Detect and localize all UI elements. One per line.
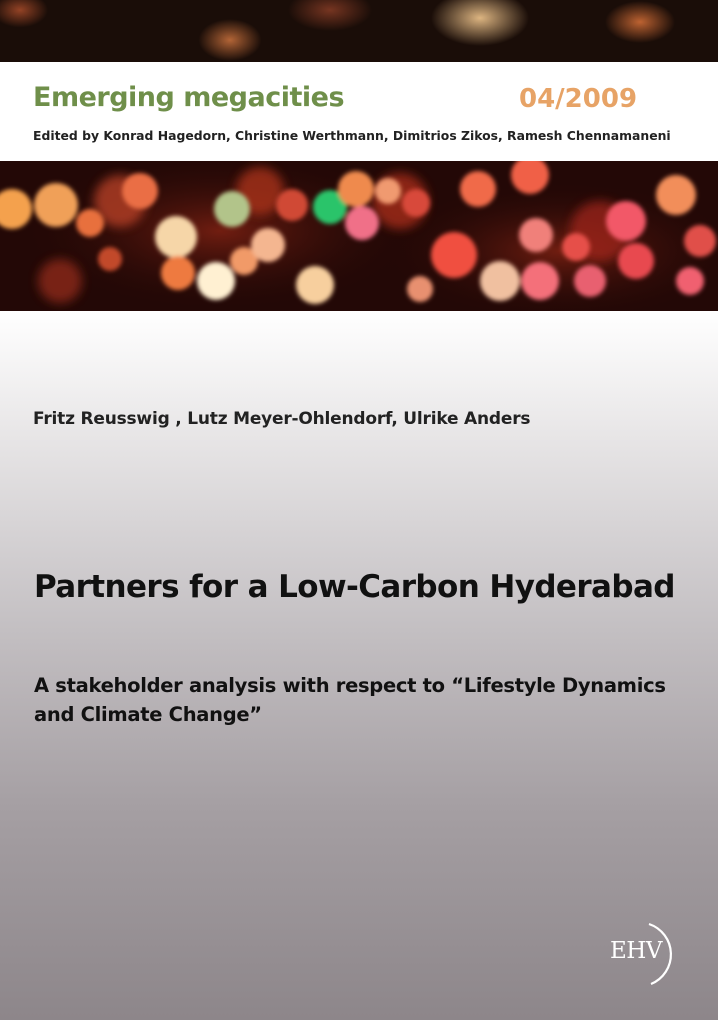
series-title: Emerging megacities (33, 82, 345, 113)
publisher-logo-text: EHV (610, 938, 662, 964)
subtitle-line: and Climate Change” (34, 703, 262, 726)
book-subtitle (34, 671, 674, 729)
subtitle-line: A stakeholder analysis with respect to “Lifestyle Dynamics (34, 674, 666, 697)
bokeh-lights-photo (0, 161, 718, 311)
series-editors: Edited by Konrad Hagedorn, Christine Werthmann, Dimitrios Zikos, Ramesh Chennamaneni (33, 128, 671, 143)
book-authors: Fritz Reusswig , Lutz Meyer-Ohlendorf, Ulrike Anders (33, 409, 531, 429)
publisher-logo (605, 920, 677, 992)
book-title: Partners for a Low-Carbon Hyderabad (34, 569, 675, 605)
top-photo-strip (0, 0, 718, 62)
issue-number: 04/2009 (519, 84, 638, 114)
